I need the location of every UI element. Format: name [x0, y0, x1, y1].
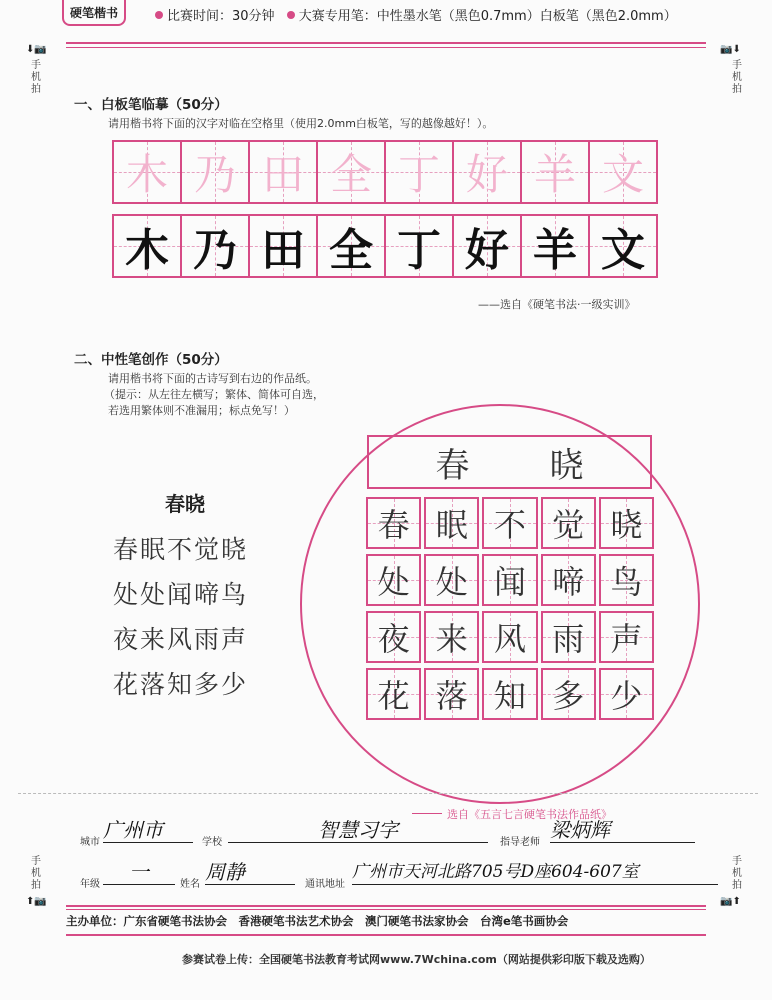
tracing-cell[interactable]: 羊	[522, 142, 590, 202]
poem-title: 春晓	[165, 492, 205, 516]
header-rule	[66, 42, 706, 44]
address-field[interactable]: 广州市天河北路705号D座604-607室	[352, 860, 718, 885]
work-cell[interactable]: 知	[482, 668, 537, 720]
header-rule-thin	[66, 47, 706, 48]
written-cell[interactable]: 田	[250, 216, 318, 276]
name-field[interactable]: 周静	[205, 860, 295, 885]
work-cell[interactable]: 觉	[541, 497, 596, 549]
written-cell[interactable]: 丁	[386, 216, 454, 276]
work-cell[interactable]: 少	[599, 668, 654, 720]
section2-instruction: 若选用繁体则不准漏用；标点免写！）	[108, 404, 295, 417]
pens-label: 大赛专用笔：中性墨水笔（黑色0.7mm）白板笔（黑色2.0mm）	[298, 9, 677, 24]
bullet-icon	[155, 11, 163, 19]
tracing-cell[interactable]: 木	[114, 142, 182, 202]
school-field[interactable]: 智慧习字	[228, 818, 488, 843]
phone-capture-label-right: 手 机 拍	[732, 856, 742, 891]
section2-instruction: 请用楷书将下面的古诗写到右边的作品纸。	[108, 372, 317, 385]
work-cell[interactable]: 处	[366, 554, 421, 606]
tracing-cell[interactable]: 全	[318, 142, 386, 202]
written-cell[interactable]: 木	[114, 216, 182, 276]
work-cell[interactable]: 眠	[424, 497, 479, 549]
work-cell[interactable]: 多	[541, 668, 596, 720]
section2-source: 选自《五言七言硬笔书法作品纸》	[447, 808, 612, 821]
address-label: 通讯地址	[305, 879, 345, 890]
written-cell[interactable]: 文	[590, 216, 656, 276]
phone-capture-label-left: 手 机 拍	[31, 856, 41, 891]
phone-capture-label-left: 手 机 拍	[31, 60, 41, 95]
footer-rule	[66, 905, 706, 907]
section1-source: ——选自《硬笔书法·一级实训》	[478, 298, 636, 311]
school-label: 学校	[202, 837, 222, 848]
city-field[interactable]: 广州市	[103, 818, 193, 843]
teacher-field[interactable]: 梁炳辉	[550, 818, 695, 843]
tracing-cell[interactable]: 田	[250, 142, 318, 202]
city-label: 城市	[80, 837, 100, 848]
work-title-char: 春	[435, 445, 470, 486]
upload-info: 参赛试卷上传：全国硬笔书法教育考试网www.7Wchina.com（网站提供彩印版下载及选购）	[182, 953, 651, 966]
time-label: 比赛时间：30分钟	[167, 9, 275, 24]
work-cell[interactable]: 啼	[541, 554, 596, 606]
work-grid	[366, 497, 654, 720]
work-cell[interactable]: 春	[366, 497, 421, 549]
work-cell[interactable]: 来	[424, 611, 479, 663]
teacher-label: 指导老师	[500, 837, 540, 848]
written-cell[interactable]: 好	[454, 216, 522, 276]
work-title-char: 晓	[549, 445, 584, 486]
poem-line: 处处闻啼鸟	[113, 580, 249, 609]
work-cell[interactable]: 闻	[482, 554, 537, 606]
written-cell[interactable]: 羊	[522, 216, 590, 276]
work-cell[interactable]: 雨	[541, 611, 596, 663]
work-cell[interactable]: 声	[599, 611, 654, 663]
written-cell[interactable]: 乃	[182, 216, 250, 276]
work-cell[interactable]: 风	[482, 611, 537, 663]
section1-instruction: 请用楷书将下面的汉字对临在空格里（使用2.0mm白板笔，写的越像越好！）。	[108, 117, 494, 130]
upload-camera-icon: ⬆📷	[26, 896, 47, 907]
tracing-row	[112, 140, 658, 204]
work-cell[interactable]: 晓	[599, 497, 654, 549]
phone-capture-label-right: 手 机 拍	[732, 60, 742, 95]
work-cell[interactable]: 处	[424, 554, 479, 606]
work-cell[interactable]: 落	[424, 668, 479, 720]
written-row	[112, 214, 658, 278]
category-badge: 硬笔楷书	[62, 0, 126, 26]
work-title-box[interactable]	[367, 435, 652, 489]
upload-camera-icon: 📷⬆	[720, 896, 741, 907]
tracing-cell[interactable]: 好	[454, 142, 522, 202]
section1-title: 一、白板笔临摹（50分）	[74, 97, 228, 113]
download-camera-icon: 📷⬇	[720, 44, 741, 55]
work-cell[interactable]: 鸟	[599, 554, 654, 606]
footer-rule-thin	[66, 909, 706, 910]
tracing-cell[interactable]: 文	[590, 142, 656, 202]
tracing-cell[interactable]: 丁	[386, 142, 454, 202]
poem-line: 夜来风雨声	[113, 625, 249, 654]
poem-line: 花落知多少	[113, 670, 249, 699]
download-camera-icon: ⬇📷	[26, 44, 47, 55]
section2-instruction: （提示：从左往左横写；繁体、简体可自选，	[104, 388, 324, 401]
organizers: 主办单位：广东省硬笔书法协会 香港硬笔书法艺术协会 澳门硬笔书法家协会 台湾e笔书画协会	[66, 914, 569, 928]
footer-rule	[66, 934, 706, 936]
bullet-icon	[287, 11, 295, 19]
exam-info	[155, 5, 677, 24]
section2-title: 二、中性笔创作（50分）	[74, 352, 228, 368]
written-cell[interactable]: 全	[318, 216, 386, 276]
grade-field[interactable]: 一	[103, 860, 175, 885]
grade-label: 年级	[80, 879, 100, 890]
work-cell[interactable]: 不	[482, 497, 537, 549]
poem-line: 春眠不觉晓	[113, 535, 249, 564]
work-cell[interactable]: 夜	[366, 611, 421, 663]
work-cell[interactable]: 花	[366, 668, 421, 720]
name-label: 姓名	[180, 879, 200, 890]
source-dash	[412, 813, 442, 814]
tracing-cell[interactable]: 乃	[182, 142, 250, 202]
divider	[18, 793, 758, 794]
